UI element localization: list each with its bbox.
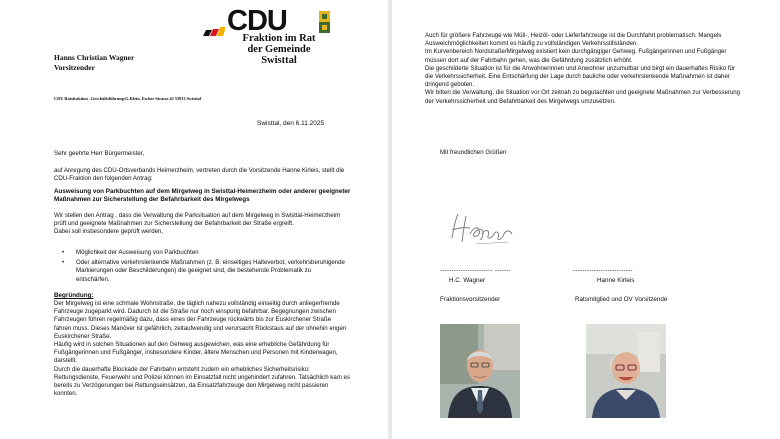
continuation-paragraph-1: Auch für größere Fahrzeuge wie Müll-, Heizöl- oder Lieferfahrzeuge ist die Durchfahrt problematisch. Mangels Ausweichmöglichkeiten kommt es häufig zu vollständigen Verkehrsstillständen.	[425, 32, 722, 48]
signature-line-2: --------------------------	[573, 268, 633, 274]
letter-page-left	[0, 0, 388, 439]
signatory-role-1: Fraktionsvorsitzender	[440, 296, 501, 303]
sender-block	[54, 53, 134, 73]
begruendung-body	[54, 300, 350, 398]
closing: Mit freundlichen Grüßen	[440, 149, 507, 156]
fraktion-title	[229, 33, 329, 66]
sender-name: Hanns Christian Wagner	[54, 53, 135, 62]
logo-wordmark: CDU	[227, 5, 287, 37]
signatory-name-1: H.C. Wagner	[449, 277, 486, 284]
continuation-body	[425, 32, 743, 106]
continuation-paragraph-3: Die geschilderte Situation ist für die Anwohnerinnen und Anwohner unzumutbar und birgt ein dauerhaftes Risiko für die Verkehrssicherheit. Eine Entschärfung der Lage durch bauliche oder verkehrslenkende Maßnahmen ist daher dringend geboten.	[425, 64, 735, 89]
measure-list	[76, 249, 346, 286]
begruendung-paragraph-2: Häufig wird in solchen Situationen auf den Gehweg ausgewichen, was eine erhebliche Gefährdung für Fußgängerinnen und Fußgänger, insbesondere Kinder, ältere Menschen und Personen mit Kinderwagen, darstellt.	[54, 341, 338, 365]
intro-paragraph: auf Anregung des CDU-Ortsverbands Heimerzheim, vertreten durch die Vorsitzende Hanne Kirleis, stellt die CDU-Fraktion den folgenden Antrag:	[54, 167, 345, 183]
begruendung-paragraph-1: Der Mirgelweg ist eine schmale Wohnstraße, die täglich nahezu vollständig einseitig durch anliegerfremde Fahrzeuge zugeparkt wird. Dadurch ist die Straße nur noch einspurig befahrbar. Begegnungen zwischen Fahrzeugen führen regelmäßig dazu, dass eines der Fahrzeuge rückwärts bis zur Euskirchener Straße fahren muss. Dieses Manöver ist gefährlich, zeitaufwendig und verursacht Rückstaus auf der ohnehin engen Euskirchener Straße.	[54, 300, 347, 340]
request-text-2: Dabei soll insbesondere geprüft werden,	[54, 228, 164, 236]
signatory-role-2: Ratsmitglied und OV Vorsitzende	[575, 296, 668, 303]
begruendung-heading: Begründung:	[54, 292, 94, 299]
signatory-name-2: Hanne Kirleis	[597, 277, 635, 284]
signature-line-1: ----------------------- -------	[440, 268, 511, 274]
address-line: CDU Ratsfraktion –Geschäftsführung:G.Klein, Escher Strasse 42 53913 Swisttal	[54, 96, 201, 101]
fraktion-line-2: der Gemeinde Swisttal	[247, 44, 311, 66]
letter-date: Swisttal, den 6.11.2025	[257, 120, 325, 127]
portrait-photo-kirleis	[586, 324, 666, 418]
signature	[446, 208, 518, 248]
crest-icon	[319, 11, 330, 33]
sender-role: Vorsitzender	[54, 63, 95, 72]
flag-icon	[203, 26, 225, 36]
portrait-photo-wagner	[440, 324, 520, 418]
begruendung-paragraph-3: Durch die dauerhafte Blockade der Fahrbahn entsteht zudem ein erhebliches Sicherheitsrisiko: Rettungsdienste, Feuerwehr und Polizei können im Einsatzfall nicht ungehindert zufahren. Tatsächlich kam es bereits zu Verzögerungen bei Rettungseinsätzen, da Einsatzfahrzeuge den Mirgelweg nicht passieren konnten.	[54, 365, 350, 398]
list-item: • Möglichkeit der Ausweisung von Parkbuchten	[76, 249, 346, 257]
motion-title: Ausweisung von Parkbuchten auf dem Mirgelweg in Swisttal-Heimerzheim oder anderer geeigneter Maßnahmen zur Sicherstellung der Befahrbarkeit des Mirgelwegs	[54, 188, 351, 204]
continuation-paragraph-2: Im Kurvenbereich Nordstraße/Mirgelweg existiert kein durchgängiger Gehweg. Fußgängerinnen und Fußgänger müssen dort auf der Fahrbahn gehen, was die Gefährdung zusätzlich erhöht.	[425, 48, 727, 64]
request-paragraph	[54, 212, 354, 237]
continuation-paragraph-4: Wir bitten die Verwaltung, die Situation vor Ort zeitnah zu begutachten und geeignete Maßnahmen zur Verbesserung der Verkehrssicherheit und Befahrbarkeit des Mirgelwegs umzusetzen.	[425, 89, 741, 105]
list-item: • Oder alternative verkehrslenkende Maßnahmen (z. B. einseitiges Halteverbot, verkehrsberuhigende Markierungen oder Beschilderungen) die geeignet sind, die bestehende Problematik zu entschärfen.	[76, 259, 346, 284]
fraktion-line-1: Fraktion im Rat	[242, 33, 316, 44]
request-text: Wir stellen den Antrag , dass die Verwaltung die Parksituation auf dem Mirgelweg in Swisttal-Heimerzheim prüft und geeignete Maßnahmen zur Sicherstellung der Befahrbarkeit der Straße ergreift.	[54, 212, 341, 228]
salutation: Sehr geehrte Herr Bürgermeister,	[54, 150, 145, 157]
